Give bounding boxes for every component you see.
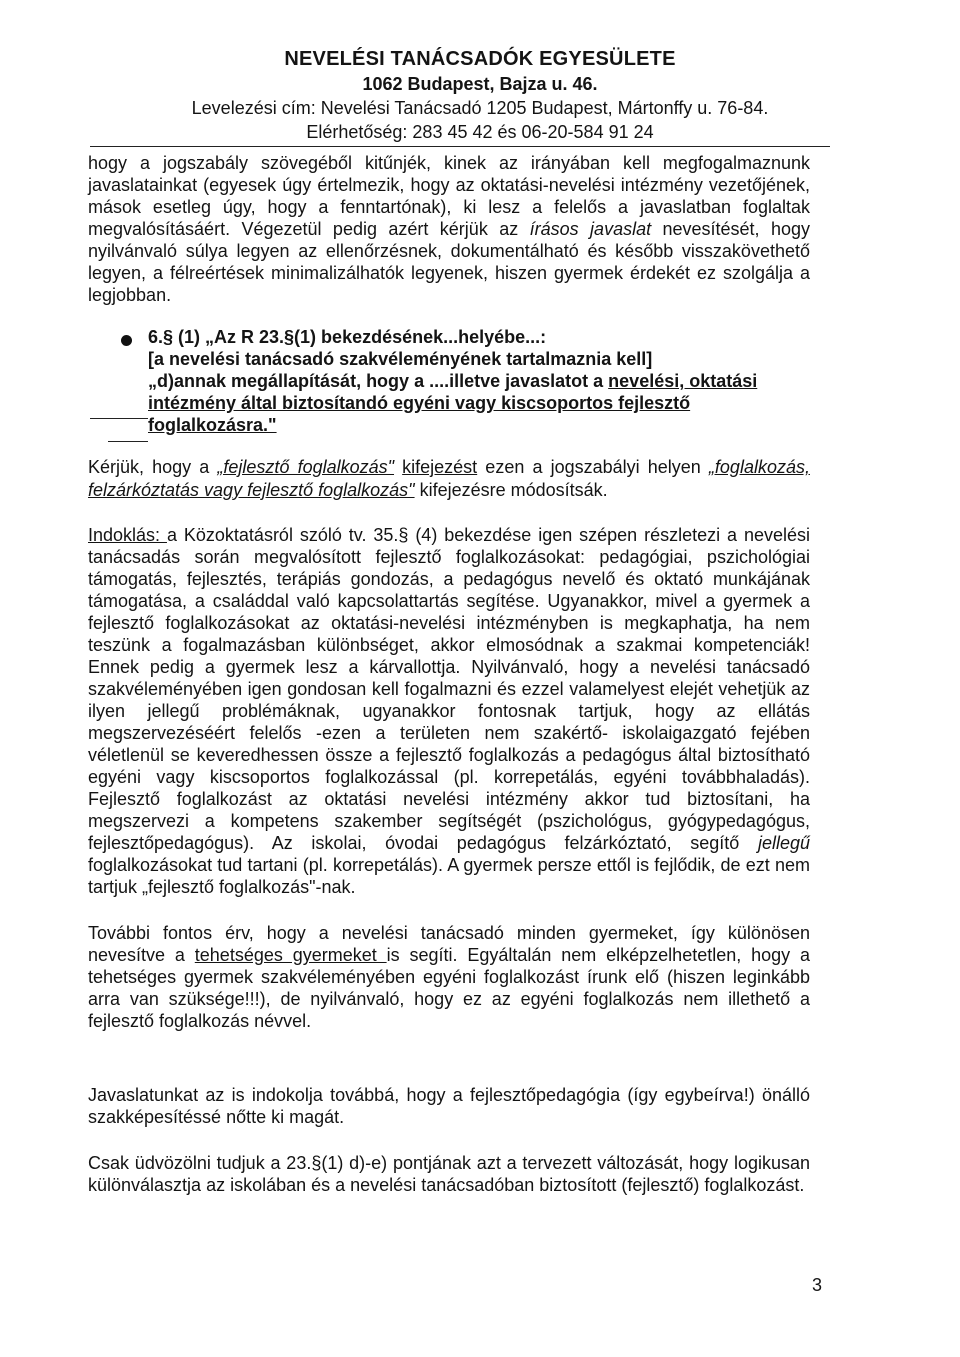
request-term-new: „foglalkozás, felzárkóztatás vagy fejlesztő foglalkozás": [88, 457, 810, 500]
page-number: 3: [812, 1275, 823, 1295]
provision-line-2: [a nevelési tanácsadó szakvéleményének tartalmaznia kell]: [148, 349, 653, 369]
provision-line-5: foglalkozásra.": [148, 415, 277, 435]
further-text-1: További fontos érv, hogy a nevelési tanácsadó minden gyermeket, így különösen nevesítve a: [88, 923, 810, 965]
request-term-old: „fejlesztő foglalkozás": [217, 457, 395, 477]
proposal-paragraph: Javaslatunkat az is indokolja továbbá, hogy a fejlesztőpedagógia (így egybeírva!) önálló szakképesítéssé nőtte ki magát.: [88, 1085, 810, 1127]
further-paragraph: [88, 922, 810, 1032]
request-text-1: Kérjük, hogy a: [88, 457, 218, 477]
reason-paragraph: [88, 524, 810, 898]
request-text-4: kifejezésre módosítsák.: [414, 479, 608, 500]
provision-line-3b: nevelési, oktatási: [608, 371, 758, 391]
provision-line-3: [148, 370, 816, 392]
intro-italic: írásos javaslat: [529, 219, 652, 239]
reason-text-1: a Közoktatásról szóló tv. 35.§ (4) bekezdése igen szépen részletezi a nevelési tanácsadás során megvalósított fejlesztő foglalkozásokat: pedagógiai, pszichológiai támogatás, fejlesztés, terápiás gondozás, a pedagógus nevelő és oktató munkájának támogatása, a családdal való kapcsolattartás segítése. Ugyanakkor, mivel a gyermek a fejlesztő foglalkozásokat az oktatási-nevelési intézményben is megkaphatja, ha nem teszünk a fogalmazásban különbséget, akkor elmosódnak a szakmai kompetenciák! Ennek pedig a gyermek lesz a kárvallottja. Nyilvánvaló, hogy a nevelési tanácsadó szakvéleményében igen gondosan kell fogalmazni és ezzel valamelyest elejét vehetjük az ilyen jellegű problémáknak, ugyanakkor fontosnak tartjuk, hogy az ellátás megszervezéséért felelős -ezen a területen nem szakértő- iskolaigazgató fejében véletlenül se keveredhessen össze a fejlesztő foglalkozás a pedagógus által biztosítható egyéni vagy kiscsoportos foglalkozással (pl. korrepetálás, egyéni továbbhaladás). Fejlesztő foglalkozást az oktatási nevelési intézmény akkor tud biztosítani, ha megszervezi a kompetens szakember segítségét (pszichológus, gyógypedagógus, fejlesztőpedagógus). Az iskolai, óvodai pedagógus felzárkóztató, segítő: [88, 525, 811, 853]
reason-italic: jellegű: [757, 833, 810, 853]
bullet-icon: [121, 335, 132, 346]
organization-name: NEVELÉSI TANÁCSADÓK EGYESÜLETE: [284, 48, 676, 70]
mailing-address: Levelezési cím: Nevelési Tanácsadó 1205 Budapest, Mártonffy u. 76-84.: [191, 98, 769, 118]
provision-line-1: 6.§ (1) „Az R 23.§(1) bekezdésének...helyébe...:: [148, 327, 547, 347]
organization-address: 1062 Budapest, Bajza u. 46.: [362, 74, 598, 94]
request-paragraph: [88, 456, 810, 501]
request-underlined: kifejezést: [402, 457, 478, 477]
request-space: [394, 457, 402, 477]
welcome-paragraph: Csak üdvözölni tudjuk a 23.§(1) d)-e) pontjának azt a tervezett változását, hogy logikusan különválasztja az iskolában és a nevelési tanácsadóban biztosított (fejlesztő) foglalkozást.: [88, 1153, 810, 1195]
provision-line-3a: „d)annak megállapítását, hogy a ....illetve javaslatot a: [148, 371, 609, 391]
provision-line-4: intézmény által biztosítandó egyéni vagy kiscsoportos fejlesztő: [148, 393, 691, 413]
provision-underline: [90, 418, 148, 419]
provision-underline-2: [108, 441, 148, 442]
quoted-provision: [148, 326, 816, 436]
intro-text: hogy a jogszabály szövegéből kitűnjék, kinek az irányában kell megfogalmaznunk javaslatainkat (egyesek úgy értelmezik, hogy az oktatási-nevelési intézmény vezetőjének, mások esetleg úgy, hogy a fenntartónak), ki lesz a felelős a javaslatban foglaltak megvalósításáért. Végezetül pedig azért kérjük az: [88, 153, 810, 239]
intro-paragraph: [88, 152, 810, 306]
request-text-3: ezen a jogszabályi helyen: [477, 457, 709, 477]
contact-phone: Elérhetőség: 283 45 42 és 06-20-584 91 24: [306, 122, 654, 142]
further-text-2: is segíti. Egyáltalán nem elképzelhetetlen, hogy a tehetséges gyermek szakvéleményében egyéni foglalkozást írunk elő (hiszen leginkább arra van szüksége!!!), de nyilvánvaló, hogy ez az egyéni foglalkozás nem illethető a fejlesztő foglalkozás névvel.: [88, 945, 810, 1031]
further-underlined: tehetséges gyermeket: [194, 945, 387, 965]
reason-text-2: foglalkozásokat tud tartani (pl. korrepetálás). A gyermek persze ettől is fejlődik, de ezt nem tartjuk „fejlesztő foglalkozás"-nak.: [88, 855, 810, 897]
header-divider: [90, 146, 830, 147]
intro-text-2: nevesítését, hogy nyilvánvaló súlya legyen az ellenőrzésnek, dokumentálható és később visszakövethető legyen, a félreértések minimalizálhatók legyenek, hiszen gyermek érdekét ez szolgálja a legjobban.: [88, 219, 810, 305]
reason-label: Indoklás:: [88, 525, 167, 545]
